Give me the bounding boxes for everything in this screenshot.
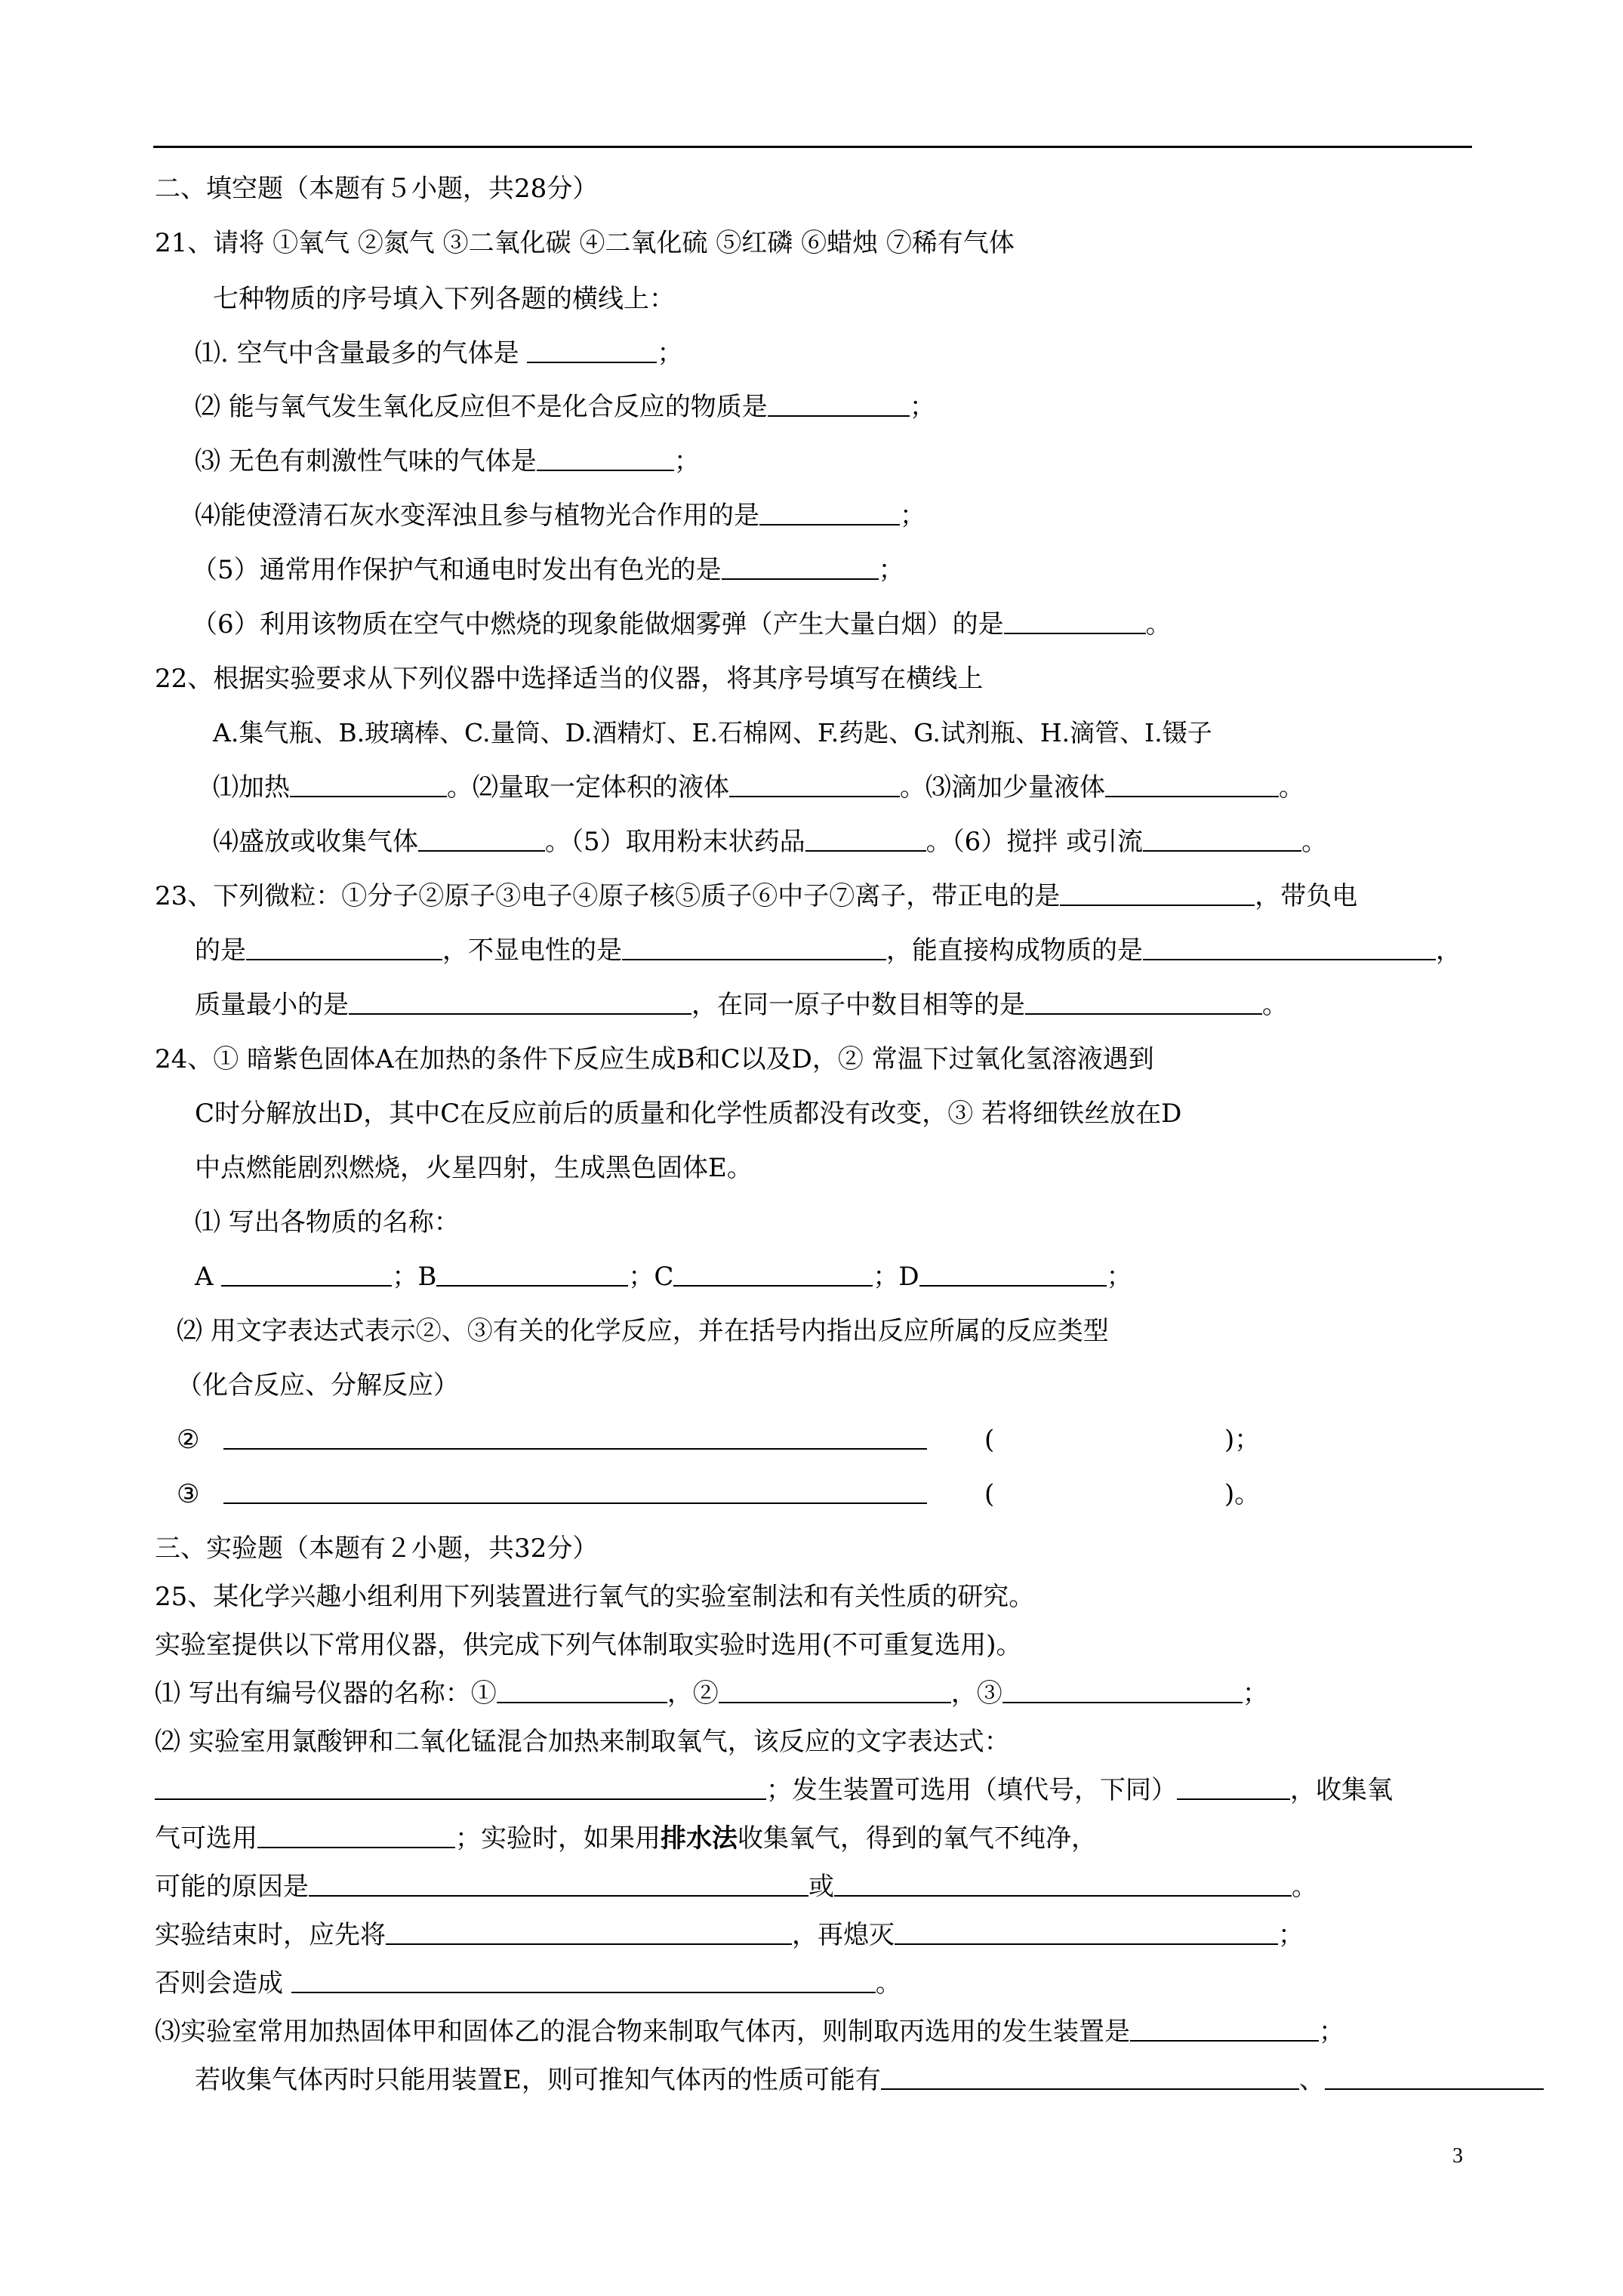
section-2-heading: 二、填空题（本题有５小题，共28分） (155, 174, 599, 204)
q24-reaction-2-line (223, 1422, 927, 1458)
q25-part2-line1: ；发生装置可选用（填代号，下同） ，收集氧 (155, 1772, 1393, 1808)
q24-reaction-2-blank[interactable] (223, 1425, 927, 1450)
q25-inst2-blank[interactable] (719, 1679, 951, 1703)
q25-inst1-blank[interactable] (497, 1679, 667, 1703)
q22-powder-blank[interactable] (805, 827, 926, 852)
q24-reaction-3-open-paren: ( (984, 1479, 995, 1509)
q21-part1-blank[interactable] (527, 339, 657, 363)
q25-intro2: 实验室提供以下常用仪器，供完成下列气体制取实验时选用(不可重复选用)。 (155, 1630, 1022, 1660)
q24-reaction-3: ③ (177, 1479, 200, 1509)
q25-first-step-blank[interactable] (386, 1921, 792, 1945)
q25-part2-line4: 实验结束时，应先将 ，再熄灭 ； (155, 1920, 1304, 1950)
q23-neutral-blank[interactable] (622, 936, 886, 960)
q24-reaction-3-blank[interactable] (223, 1480, 927, 1504)
q21-part2-blank[interactable] (768, 393, 910, 417)
q23-negative-blank[interactable] (246, 936, 442, 960)
q24-line1: 24、① 暗紫色固体A在加热的条件下反应生成B和C以及D，② 常温下过氧化氢溶液遇到 (155, 1044, 1154, 1074)
q21-part5-blank[interactable] (722, 556, 879, 580)
q24-reaction-2-close-paren: )； (1224, 1425, 1261, 1455)
q23-positive-blank[interactable] (1060, 882, 1255, 906)
q24-part2b: （化合反应、分解反应） (177, 1370, 459, 1401)
q24-line3: 中点燃能剧烈燃烧，火星四射，生成黑色固体E。 (195, 1153, 753, 1183)
q23-line3: 质量最小的是 ，在同一原子中数目相等的是 。 (195, 990, 1288, 1020)
q21-part6-blank[interactable] (1004, 610, 1146, 634)
section-3-heading: 三、实验题（本题有２小题，共32分） (155, 1533, 599, 1564)
q21-part2: ⑵ 能与氧气发生氧化反应但不是化合反应的物质是 ； (195, 392, 935, 422)
q22-stir-blank[interactable] (1143, 827, 1301, 852)
q25-intro: 25、某化学兴趣小组利用下列装置进行氧气的实验室制法和有关性质的研究。 (155, 1582, 1035, 1612)
q21-part3: ⑶ 无色有刺激性气味的气体是 ； (195, 446, 700, 476)
q25-equation-blank[interactable] (155, 1776, 766, 1800)
q24-reaction-3-close-paren: )。 (1224, 1479, 1261, 1509)
q25-consequence-blank[interactable] (291, 1969, 876, 1993)
q25-generator-blank[interactable] (1177, 1776, 1290, 1800)
q24-part1: ⑴ 写出各物质的名称： (195, 1207, 460, 1237)
q23-line1: 23、下列微粒：①分子②原子③电子④原子核⑤质子⑥中子⑦离子，带正电的是 ，带负电 (155, 881, 1358, 911)
q25-property1-blank[interactable] (881, 2066, 1299, 2090)
q22-store-blank[interactable] (418, 827, 545, 852)
q25-part2: ⑵ 实验室用氯酸钾和二氧化锰混合加热来制取氧气，该反应的文字表达式： (155, 1727, 1010, 1757)
q25-reason1-blank[interactable] (309, 1872, 808, 1897)
q25-gas-c-generator-blank[interactable] (1130, 2017, 1319, 2042)
q24-line2: C时分解放出D，其中C在反应前后的质量和化学性质都没有改变，③ 若将细铁丝放在D (195, 1099, 1182, 1129)
q23-equal-blank[interactable] (1025, 991, 1262, 1015)
q24-reaction-3-line (223, 1476, 927, 1512)
q25-property2-blank[interactable] (1325, 2066, 1544, 2090)
q21-part4-blank[interactable] (759, 501, 900, 525)
q25-part1: ⑴ 写出有编号仪器的名称：① ，② ，③ ； (155, 1678, 1268, 1709)
q24-c-blank[interactable] (673, 1262, 873, 1287)
q23-line2: 的是 ，不显电性的是 ，能直接构成物质的是 ， (195, 935, 1461, 966)
q24-a-blank[interactable] (221, 1262, 392, 1287)
q22-drip-blank[interactable] (1105, 773, 1279, 797)
q25-part2-line3: 可能的原因是 或 。 (155, 1872, 1317, 1902)
page-number: 3 (1452, 2144, 1463, 2168)
q25-part2-line2: 气可选用 ；实验时，如果用排水法收集氧气，得到的氧气不纯净， (155, 1823, 1097, 1854)
q25-inst3-blank[interactable] (1002, 1679, 1243, 1703)
q24-d-blank[interactable] (919, 1262, 1107, 1287)
q23-smallest-blank[interactable] (349, 991, 691, 1015)
q22-intro: 22、根据实验要求从下列仪器中选择适当的仪器，将其序号填写在横线上 (155, 664, 984, 694)
q24-reaction-2-open-paren: ( (984, 1425, 995, 1455)
q23-construct-blank[interactable] (1143, 936, 1436, 960)
q22-line2: ⑷盛放或收集气体 。（5）取用粉末状药品 。（6）搅拌 或引流 。 (213, 827, 1328, 857)
q21-part4: ⑷能使澄清石灰水变浑浊且参与植物光合作用的是 ； (195, 501, 925, 531)
q22-line1: ⑴加热 。⑵量取一定体积的液体 。⑶滴加少量液体 。 (213, 772, 1304, 803)
q21-intro: 21、请将 ①氧气 ②氮气 ③二氧化碳 ④二氧化硫 ⑤红磷 ⑥蜡烛 ⑦稀有气体 (155, 228, 1015, 258)
q25-reason2-blank[interactable] (834, 1872, 1292, 1897)
q22-options: A.集气瓶、B.玻璃棒、C.量筒、D.酒精灯、E.石棉网、F.药匙、G.试剂瓶、H.滴管、I.镊子 (213, 718, 1212, 747)
q24-part2: ⑵ 用文字表达式表示②、③有关的化学反应，并在括号内指出反应所属的反应类型 (177, 1316, 1109, 1346)
q21-part1: ⑴. 空气中含量最多的气体是 ； (195, 338, 683, 368)
q24-b-blank[interactable] (436, 1262, 628, 1287)
q25-extinguish-blank[interactable] (895, 1921, 1278, 1945)
q24-reaction-2: ② (177, 1425, 200, 1455)
q25-part3b: 若收集气体丙时只能用装置E，则可推知气体丙的性质可能有 、 (195, 2062, 1544, 2098)
q22-measure-blank[interactable] (729, 773, 900, 797)
q25-collector-blank[interactable] (257, 1824, 455, 1848)
q25-part2-line5: 否则会造成 。 (155, 1968, 901, 1999)
q21-part6: （6）利用该物质在空气中燃烧的现象能做烟雾弹（产生大量白烟）的是 。 (192, 609, 1172, 639)
q21-intro2: 七种物质的序号填入下列各题的横线上： (213, 284, 675, 314)
q21-part5: （5）通常用作保护气和通电时发出有色光的是 ； (192, 555, 904, 585)
q21-part3-blank[interactable] (537, 447, 674, 471)
q24-names: A ；B ；C ；D ； (195, 1262, 1132, 1292)
q25-part3: ⑶实验室常用加热固体甲和固体乙的混合物来制取气体丙，则制取丙选用的发生装置是 ； (155, 2017, 1344, 2047)
q22-heat-blank[interactable] (290, 773, 447, 797)
header-rule (153, 146, 1472, 148)
